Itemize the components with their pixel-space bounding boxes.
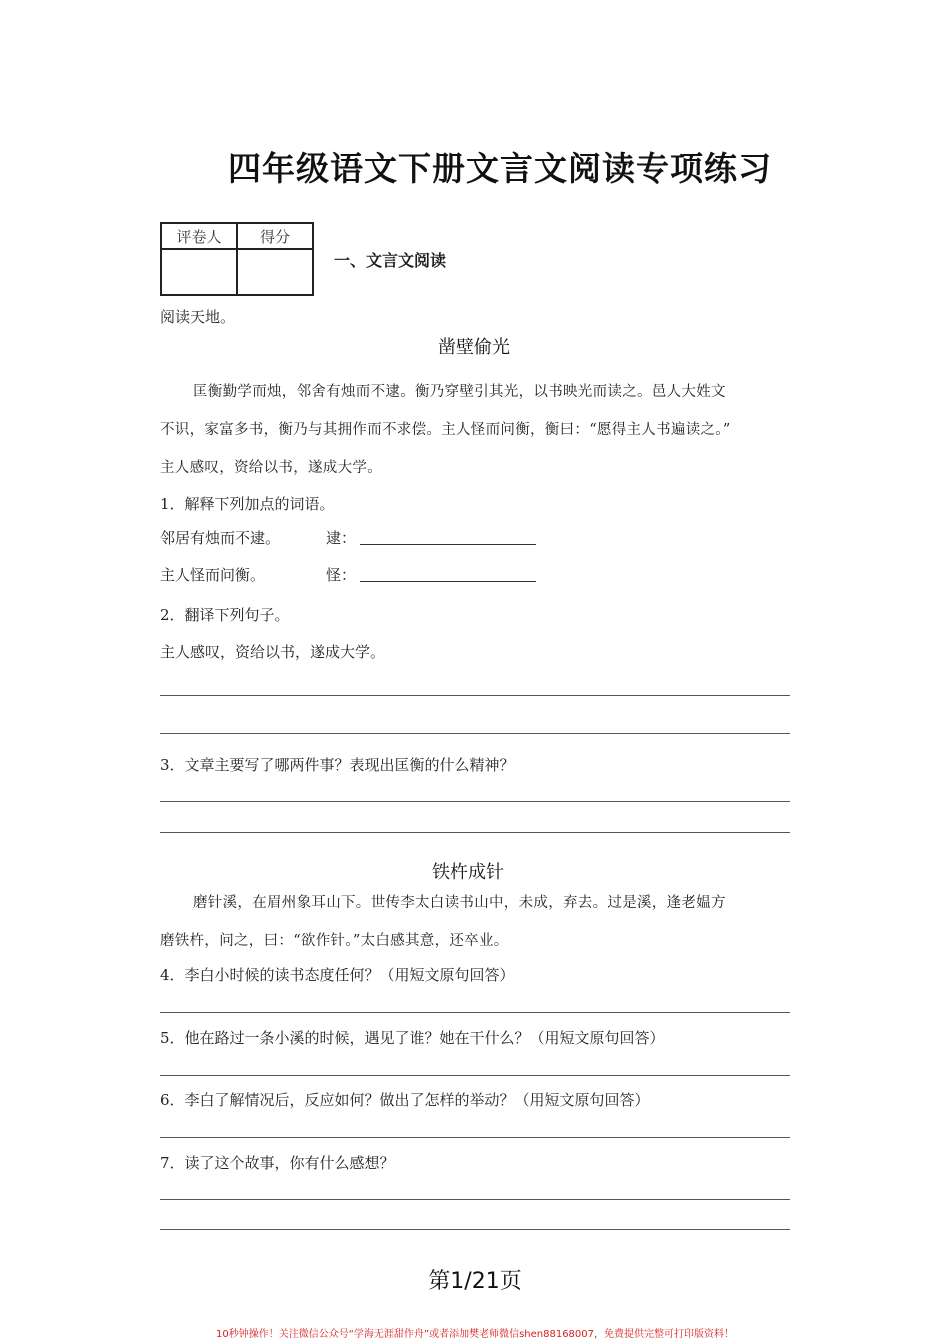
story2-title: 铁杵成针 — [432, 862, 504, 883]
footer-note: 10秒钟操作！关注微信公众号“学海无涯甜作舟”或者添加樊老师微信shen88168007，免费提供完整可打印版资料！ — [215, 1329, 735, 1340]
story2-passage-line: 磨针溪，在眉州象耳山下。世传李太白读书山中，未成，弃去。过是溪，逢老媪方 — [193, 895, 726, 911]
question-3: 3．文章主要写了哪两件事？表现出匡衡的什么精神？ — [160, 756, 515, 774]
answer-line[interactable] — [160, 1199, 790, 1200]
intro-text: 阅读天地。 — [160, 308, 236, 326]
q1-answer-blank-2[interactable] — [360, 581, 536, 582]
q1-sentence-1: 邻居有烛而不逮。 — [160, 529, 281, 547]
story1-passage-line: 匡衡勤学而烛，邻舍有烛而不逮。衡乃穿壁引其光，以书映光而读之。邑人大姓文 — [193, 384, 726, 400]
q2-sentence: 主人感叹，资给以书，遂成大学。 — [160, 643, 386, 661]
answer-line[interactable] — [160, 1229, 790, 1230]
score-table-grader-header: 评卷人 — [161, 223, 237, 249]
question-4: 4．李白小时候的读书态度任何？（用短文原句回答） — [160, 966, 515, 984]
q1-label-1: 逮： — [326, 529, 357, 547]
q1-label-2: 怪： — [326, 566, 357, 584]
section-heading: 一、文言文阅读 — [334, 251, 447, 270]
score-table-score-cell[interactable] — [237, 249, 313, 295]
score-table — [160, 222, 314, 296]
answer-line[interactable] — [160, 1075, 790, 1076]
answer-line[interactable] — [160, 733, 790, 734]
story1-title: 凿壁偷光 — [438, 337, 510, 358]
page-title: 四年级语文下册文言文阅读专项练习 — [228, 149, 772, 188]
score-table-grader-cell[interactable] — [161, 249, 237, 295]
question-1: 1．解释下列加点的词语。 — [160, 495, 335, 513]
question-7: 7．读了这个故事，你有什么感想？ — [160, 1154, 395, 1172]
question-2: 2．翻译下列句子。 — [160, 606, 290, 624]
question-6: 6．李白了解情况后，反应如何？做出了怎样的举动？（用短文原句回答） — [160, 1091, 650, 1109]
q1-answer-blank-1[interactable] — [360, 544, 536, 545]
answer-line[interactable] — [160, 695, 790, 696]
story2-passage-line: 磨铁杵，问之，曰：“欲作针。”太白感其意，还卒业。 — [160, 933, 509, 949]
answer-line[interactable] — [160, 801, 790, 802]
story1-passage-line: 主人感叹，资给以书，遂成大学。 — [160, 460, 382, 476]
story1-passage-line: 不识，家富多书，衡乃与其拥作而不求偿。主人怪而问衡，衡曰：“愿得主人书遍读之。” — [160, 422, 731, 438]
question-5: 5．他在路过一条小溪的时候，遇见了谁？她在干什么？（用短文原句回答） — [160, 1029, 665, 1047]
page-number: 第1/21页 — [428, 1269, 522, 1294]
answer-line[interactable] — [160, 1137, 790, 1138]
answer-line[interactable] — [160, 1012, 790, 1013]
q1-sentence-2: 主人怪而问衡。 — [160, 566, 266, 584]
score-table-score-header: 得分 — [237, 223, 313, 249]
answer-line[interactable] — [160, 832, 790, 833]
